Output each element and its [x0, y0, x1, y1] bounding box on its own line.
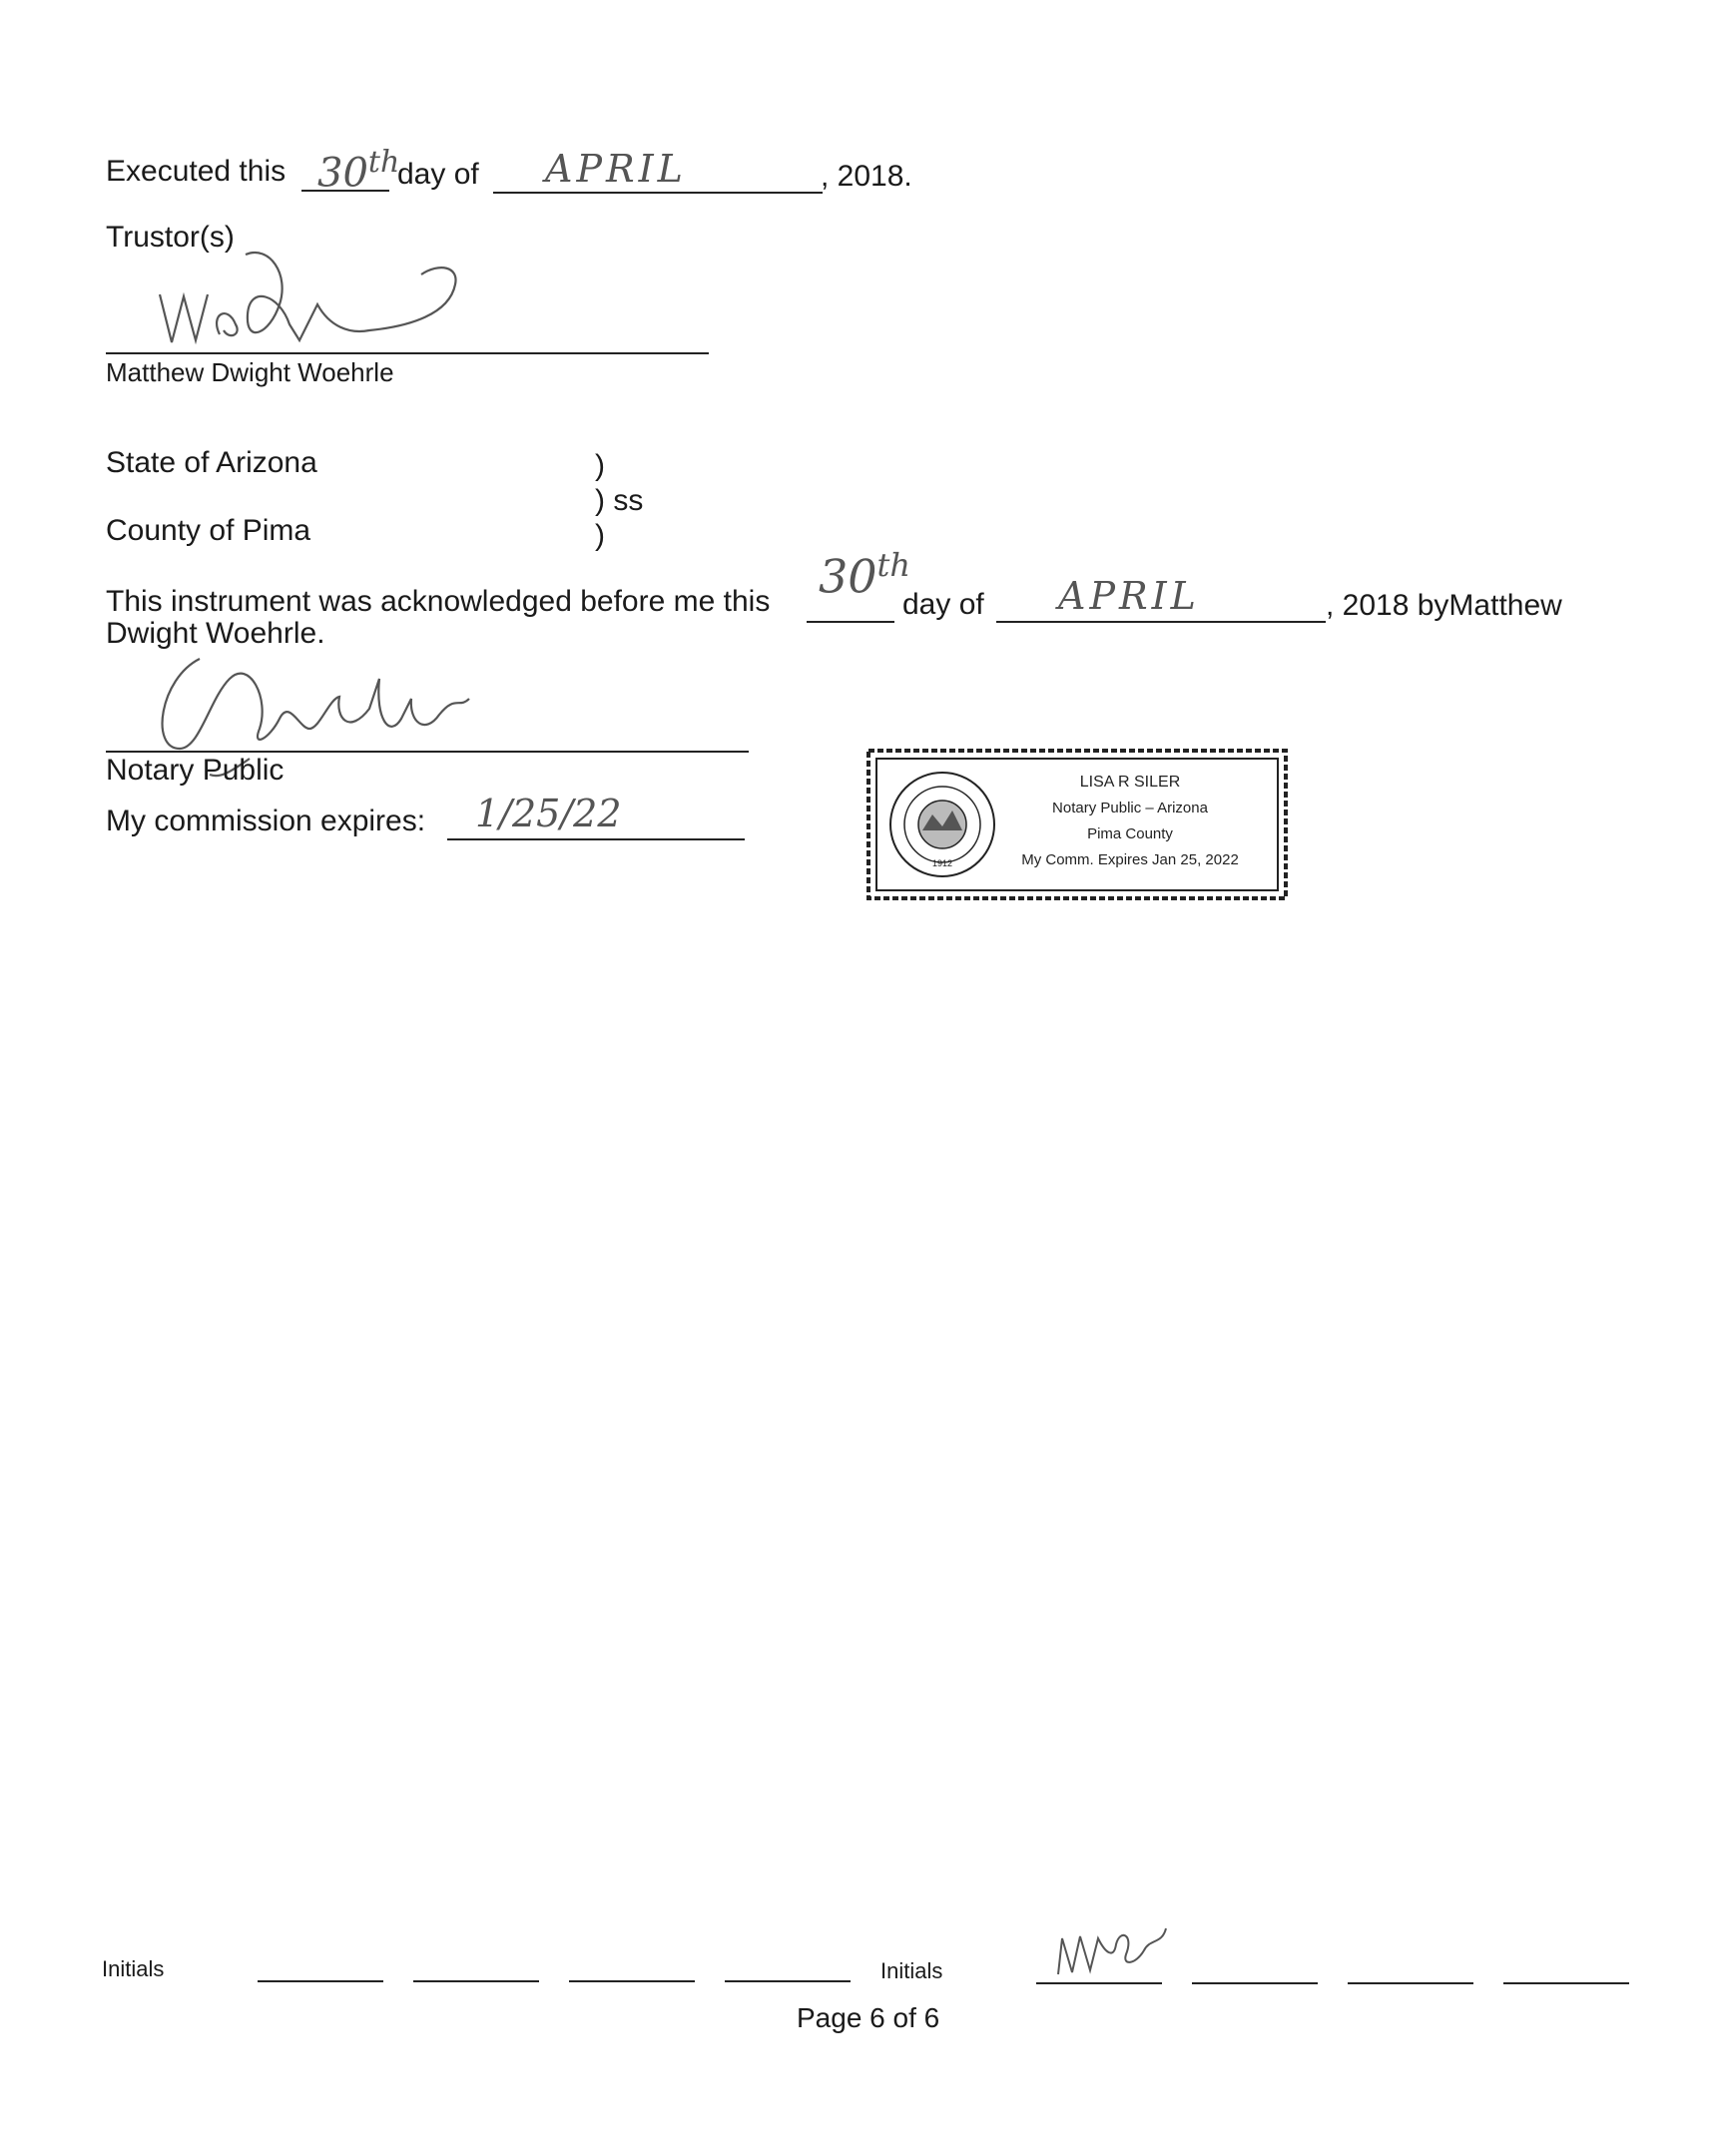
executed-month-handwritten: APRIL [545, 147, 687, 191]
stamp-county: Pima County [1087, 825, 1173, 842]
executed-prefix: Executed this [106, 155, 287, 188]
initials-label-right: Initials [880, 1958, 943, 1983]
venue-paren-1: ) [595, 449, 605, 482]
ack-line-2: Dwight Woehrle. [106, 617, 325, 650]
venue-ss: ) ss [595, 484, 644, 517]
commission-date-handwritten: 1/25/22 [475, 792, 622, 835]
notary-label: Notary Public [106, 754, 285, 787]
initials-blank-3 [569, 1980, 695, 1982]
venue-paren-3: ) [595, 519, 605, 552]
ack-day-suffix: th [876, 546, 911, 584]
ack-month-blank [996, 621, 1326, 623]
ack-day-blank [807, 621, 894, 623]
venue-state: State of Arizona [106, 446, 317, 479]
seal-year: 1912 [931, 858, 953, 868]
trustor-signature-line [106, 352, 709, 354]
executed-day-value: 30 [317, 150, 368, 197]
ack-day-handwritten [819, 546, 911, 604]
initials-blank-8 [1503, 1982, 1629, 1984]
trustor-name: Matthew Dwight Woehrle [106, 357, 394, 387]
commission-date-blank [447, 838, 745, 840]
trustor-signature [150, 235, 469, 354]
venue-county: County of Pima [106, 514, 311, 547]
ack-month-handwritten: APRIL [1058, 574, 1200, 618]
executed-middle: day of [397, 158, 479, 191]
initials-signature [1050, 1914, 1180, 1984]
executed-month-blank [493, 192, 823, 194]
trustors-label: Trustor(s) [106, 221, 235, 254]
stamp-expires: My Comm. Expires Jan 25, 2022 [1021, 851, 1239, 868]
initials-label-left: Initials [102, 1956, 165, 1981]
executed-day-handwritten [317, 145, 400, 197]
initials-blank-1 [258, 1980, 383, 1982]
stamp-title: Notary Public – Arizona [1052, 800, 1208, 816]
notary-signature-line [106, 751, 749, 753]
commission-label: My commission expires: [106, 805, 426, 837]
notary-stamp [862, 745, 1292, 904]
ack-middle: day of [902, 588, 984, 621]
ack-day-value: 30 [819, 549, 877, 604]
initials-blank-6 [1192, 1982, 1318, 1984]
stamp-name: LISA R SILER [1079, 774, 1181, 791]
executed-day-suffix: th [367, 145, 400, 180]
executed-suffix: , 2018. [821, 160, 912, 193]
initials-blank-4 [725, 1980, 851, 1982]
ack-suffix: , 2018 byMatthew [1326, 589, 1562, 622]
page-number: Page 6 of 6 [797, 2002, 940, 2033]
initials-blank-2 [413, 1980, 539, 1982]
initials-blank-7 [1348, 1982, 1473, 1984]
ack-prefix: This instrument was acknowledged before me this [106, 585, 771, 618]
